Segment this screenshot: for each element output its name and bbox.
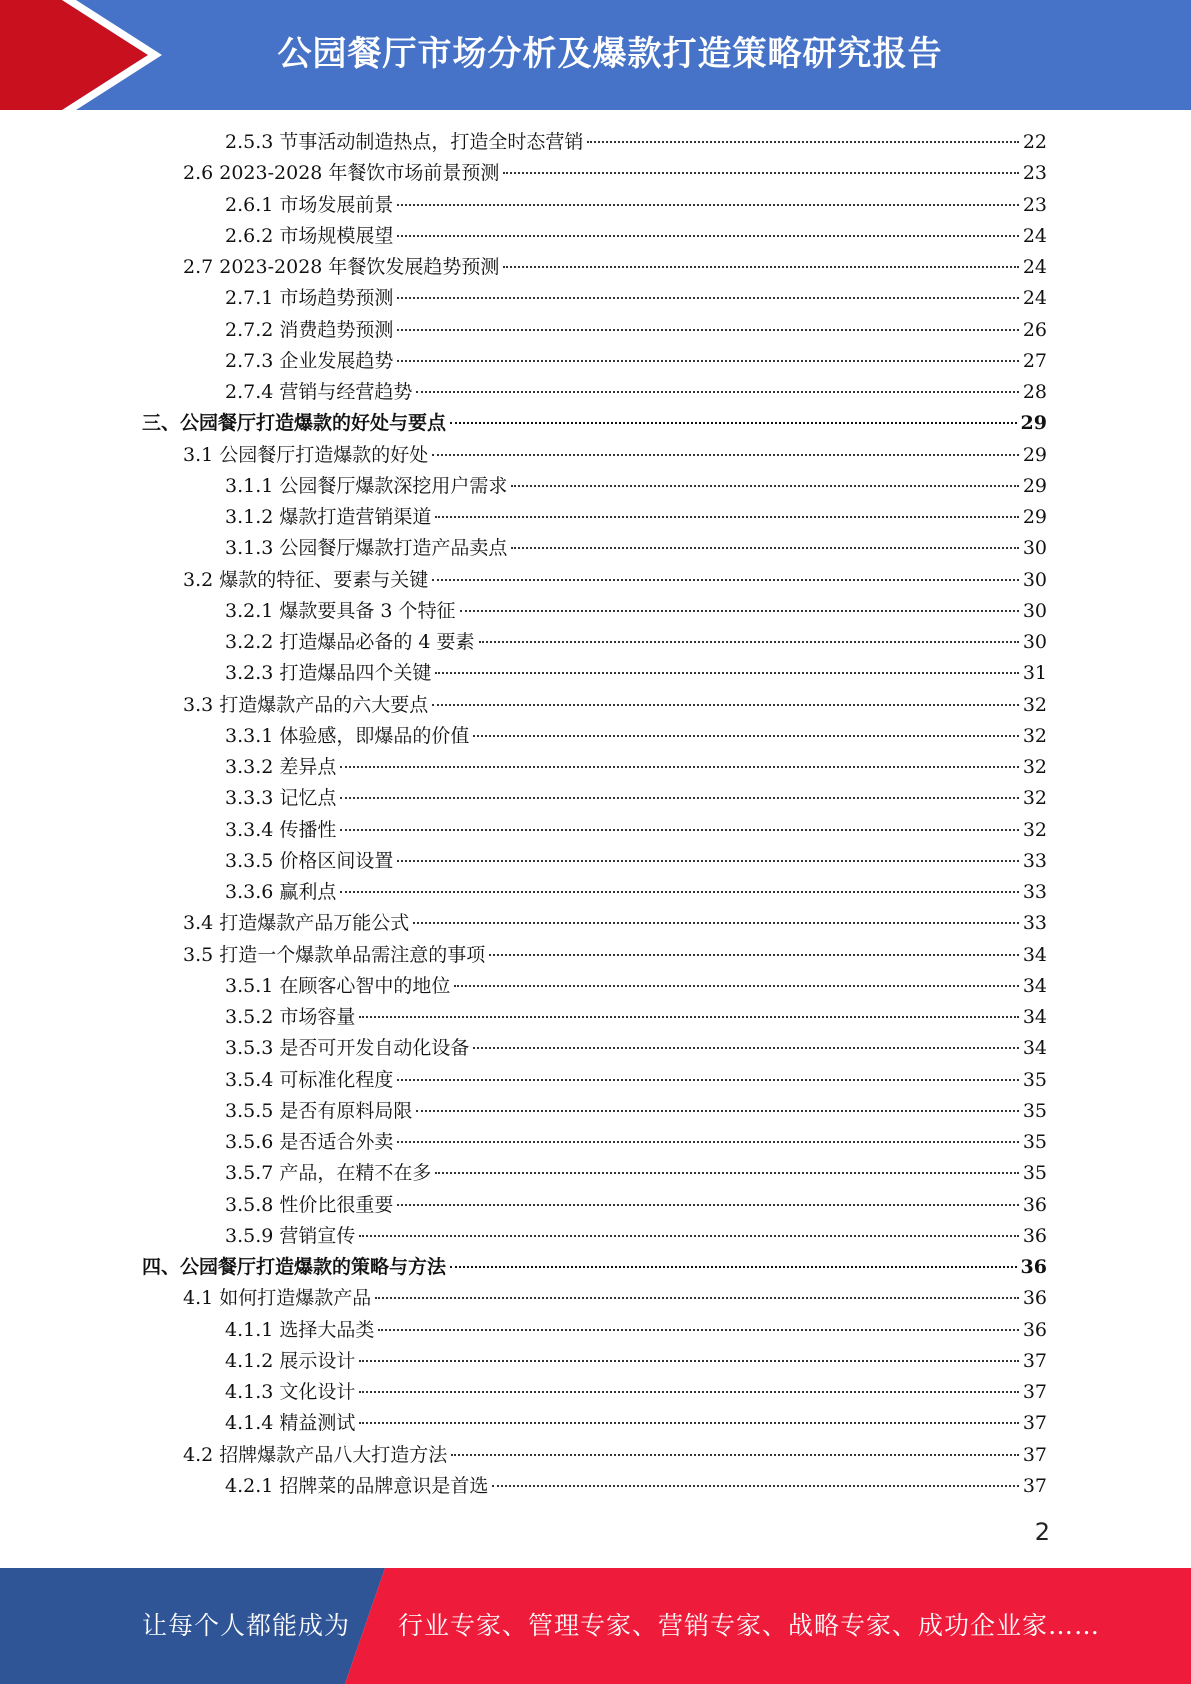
toc-entry[interactable] — [0, 1065, 1047, 1096]
toc-dot-leader — [378, 1329, 1018, 1331]
toc-entry-page: 35 — [1022, 1131, 1047, 1153]
toc-dot-leader — [416, 391, 1018, 393]
toc-dot-leader — [435, 1172, 1018, 1174]
footer-slogan-right: 行业专家、管理专家、营销专家、战略专家、成功企业家…… — [398, 1611, 1101, 1640]
toc-entry-page: 37 — [1022, 1412, 1047, 1435]
toc-entry-page: 34 — [1022, 1037, 1047, 1060]
toc-entry-label: 3.5.4 可标准化程度 — [225, 1068, 394, 1091]
toc-entry-page: 37 — [1022, 1474, 1047, 1497]
toc-entry-label: 4.1 如何打造爆款产品 — [183, 1287, 372, 1310]
toc-dot-leader — [503, 266, 1018, 268]
toc-entry-page: 35 — [1022, 1099, 1047, 1122]
toc-entry[interactable] — [0, 690, 1047, 721]
toc-entry-page: 29 — [1020, 412, 1047, 435]
toc-entry[interactable] — [0, 158, 1047, 189]
toc-entry-page: 29 — [1022, 443, 1047, 466]
toc-dot-leader — [473, 735, 1018, 737]
toc-entry-page: 32 — [1022, 724, 1047, 747]
toc-entry-label: 3.1.2 爆款打造营销渠道 — [225, 506, 432, 528]
toc-entry-page: 35 — [1022, 1162, 1047, 1185]
toc-entry[interactable] — [0, 1096, 1047, 1127]
toc-entry[interactable] — [0, 502, 1047, 533]
toc-entry[interactable] — [0, 1033, 1047, 1064]
toc-entry[interactable] — [0, 471, 1047, 502]
toc-entry-label: 2.7.2 消费趋势预测 — [225, 318, 394, 341]
toc-entry-label: 3.3.3 记忆点 — [225, 787, 337, 810]
toc-entry-page: 34 — [1022, 943, 1047, 966]
toc-entry-label: 3.5.2 市场容量 — [225, 1006, 356, 1028]
toc-dot-leader — [375, 1297, 1019, 1299]
toc-entry[interactable] — [0, 721, 1047, 752]
page-header — [0, 0, 1191, 110]
toc-entry-page: 30 — [1022, 631, 1047, 653]
toc-dot-leader — [451, 1454, 1019, 1456]
toc-entry-label: 三、公园餐厅打造爆款的好处与要点 — [142, 412, 447, 435]
toc-entry[interactable] — [0, 752, 1047, 783]
toc-entry-label: 2.7.4 营销与经营趋势 — [225, 381, 413, 403]
toc-dot-leader — [397, 235, 1018, 237]
toc-entry-label: 3.5.1 在顾客心智中的地位 — [225, 974, 451, 997]
toc-dot-leader — [359, 1391, 1018, 1393]
toc-entry[interactable] — [0, 315, 1047, 346]
toc-entry-label: 3.5 打造一个爆款单品需注意的事项 — [183, 943, 486, 966]
toc-entry-label: 3.2.3 打造爆品四个关键 — [225, 662, 432, 685]
toc-entry-label: 2.5.3 节事活动制造热点，打造全时态营销 — [225, 131, 584, 153]
toc-entry[interactable] — [0, 1252, 1047, 1283]
toc-entry[interactable] — [0, 908, 1047, 939]
toc-entry-page: 28 — [1022, 381, 1047, 403]
toc-dot-leader — [397, 1204, 1018, 1206]
toc-entry-page: 32 — [1022, 756, 1047, 778]
toc-entry-label: 3.5.6 是否适合外卖 — [225, 1131, 394, 1153]
toc-entry-page: 36 — [1022, 1193, 1047, 1216]
toc-dot-leader — [450, 422, 1017, 424]
toc-entry-label: 3.1.3 公园餐厅爆款打造产品卖点 — [225, 537, 508, 560]
toc-entry[interactable] — [0, 1190, 1047, 1221]
toc-dot-leader — [587, 141, 1018, 143]
toc-entry-page: 24 — [1022, 287, 1047, 310]
toc-dot-leader — [479, 641, 1019, 643]
toc-entry-label: 2.7.1 市场趋势预测 — [225, 287, 394, 310]
toc-entry[interactable] — [0, 1315, 1047, 1346]
toc-dot-leader — [416, 1110, 1018, 1112]
toc-entry-label: 3.1.1 公园餐厅爆款深挖用户需求 — [225, 474, 508, 497]
report-title: 公园餐厅市场分析及爆款打造策略研究报告 — [277, 34, 943, 74]
toc-dot-leader — [460, 610, 1019, 612]
toc-dot-leader — [397, 329, 1018, 331]
toc-entry-page: 27 — [1022, 349, 1047, 372]
toc-entry-label: 3.2.2 打造爆品必备的 4 要素 — [225, 631, 475, 653]
toc-entry-page: 30 — [1022, 568, 1047, 591]
toc-dot-leader — [359, 1360, 1018, 1362]
toc-entry-page: 36 — [1020, 1256, 1047, 1278]
toc-entry[interactable] — [0, 127, 1047, 158]
toc-entry[interactable] — [0, 1283, 1047, 1314]
toc-dot-leader — [432, 454, 1019, 456]
toc-dot-leader — [435, 672, 1018, 674]
toc-entry-page: 32 — [1022, 818, 1047, 841]
toc-entry-label: 3.1 公园餐厅打造爆款的好处 — [183, 443, 429, 466]
toc-dot-leader — [492, 1485, 1018, 1487]
toc-entry[interactable] — [0, 1440, 1047, 1471]
toc-entry-page: 24 — [1022, 224, 1047, 247]
toc-entry-page: 34 — [1022, 974, 1047, 997]
toc-entry-page: 36 — [1022, 1318, 1047, 1341]
toc-entry[interactable] — [0, 283, 1047, 314]
toc-dot-leader — [397, 297, 1018, 299]
toc-entry-label: 四、公园餐厅打造爆款的策略与方法 — [142, 1256, 447, 1278]
toc-entry-label: 3.3.6 赢利点 — [225, 881, 337, 903]
toc-entry[interactable] — [0, 1127, 1047, 1158]
toc-entry-page: 32 — [1022, 693, 1047, 716]
toc-entry-label: 2.6.2 市场规模展望 — [225, 224, 394, 247]
toc-dot-leader — [340, 797, 1018, 799]
toc-entry-label: 3.3.1 体验感，即爆品的价值 — [225, 724, 470, 747]
toc-entry-page: 29 — [1022, 474, 1047, 497]
toc-entry-label: 3.4 打造爆款产品万能公式 — [183, 912, 410, 935]
toc-entry[interactable] — [0, 1377, 1047, 1408]
toc-entry[interactable] — [0, 1158, 1047, 1189]
toc-entry-page: 26 — [1022, 318, 1047, 341]
toc-entry-page: 30 — [1022, 599, 1047, 622]
toc-dot-leader — [432, 579, 1019, 581]
toc-entry-label: 2.6.1 市场发展前景 — [225, 193, 394, 216]
toc-entry[interactable] — [0, 565, 1047, 596]
toc-entry-label: 2.7 2023-2028 年餐饮发展趋势预测 — [183, 256, 500, 278]
toc-entry-label: 3.5.8 性价比很重要 — [225, 1193, 394, 1216]
toc-entry-label: 4.1.4 精益测试 — [225, 1412, 356, 1435]
toc-entry-label: 3.3.5 价格区间设置 — [225, 849, 394, 872]
toc-dot-leader — [413, 922, 1019, 924]
toc-entry[interactable] — [0, 1471, 1047, 1502]
toc-entry[interactable] — [0, 346, 1047, 377]
toc-entry[interactable] — [0, 596, 1047, 627]
toc-dot-leader — [397, 1079, 1018, 1081]
toc-dot-leader — [511, 485, 1018, 487]
toc-entry[interactable] — [0, 408, 1047, 439]
toc-dot-leader — [340, 829, 1018, 831]
toc-entry-page: 34 — [1022, 1006, 1047, 1028]
toc-entry[interactable] — [0, 783, 1047, 814]
toc-entry[interactable] — [0, 877, 1047, 908]
toc-entry-page: 33 — [1022, 849, 1047, 872]
toc-entry-label: 2.7.3 企业发展趋势 — [225, 349, 394, 372]
toc-dot-leader — [454, 985, 1018, 987]
toc-dot-leader — [397, 360, 1018, 362]
toc-entry-label: 3.2 爆款的特征、要素与关键 — [183, 568, 429, 591]
toc-entry[interactable] — [0, 221, 1047, 252]
toc-entry-page: 33 — [1022, 881, 1047, 903]
toc-dot-leader — [503, 172, 1018, 174]
toc-entry[interactable] — [0, 658, 1047, 689]
toc-entry-label: 4.2 招牌爆款产品八大打造方法 — [183, 1443, 448, 1466]
toc-entry-page: 24 — [1022, 256, 1047, 278]
toc-entry-label: 4.1.2 展示设计 — [225, 1349, 356, 1372]
toc-entry[interactable] — [0, 1221, 1047, 1252]
toc-entry-page: 23 — [1022, 162, 1047, 185]
toc-entry-page: 33 — [1022, 912, 1047, 935]
toc-dot-leader — [359, 1016, 1018, 1018]
toc-dot-leader — [473, 1047, 1018, 1049]
toc-entry-label: 4.1.1 选择大品类 — [225, 1318, 375, 1341]
toc-entry-page: 30 — [1022, 537, 1047, 560]
toc-entry[interactable] — [0, 1408, 1047, 1439]
toc-entry[interactable] — [0, 971, 1047, 1002]
toc-entry-page: 32 — [1022, 787, 1047, 810]
toc-entry-label: 3.5.3 是否可开发自动化设备 — [225, 1037, 470, 1060]
toc-dot-leader — [450, 1266, 1017, 1268]
toc-entry-page: 36 — [1022, 1287, 1047, 1310]
toc-dot-leader — [511, 547, 1018, 549]
toc-dot-leader — [340, 891, 1018, 893]
toc-entry[interactable] — [0, 846, 1047, 877]
toc-dot-leader — [432, 704, 1019, 706]
page-footer — [0, 1568, 1191, 1684]
toc-dot-leader — [489, 954, 1019, 956]
toc-entry-label: 4.2.1 招牌菜的品牌意识是首选 — [225, 1474, 489, 1497]
toc-entry[interactable] — [0, 533, 1047, 564]
toc-entry-page: 23 — [1022, 193, 1047, 216]
toc-entry-label: 3.3.2 差异点 — [225, 756, 337, 778]
toc-entry[interactable] — [0, 1346, 1047, 1377]
toc-entry-label: 3.5.9 营销宣传 — [225, 1224, 356, 1247]
toc-dot-leader — [359, 1422, 1018, 1424]
page-number: 2 — [1034, 1518, 1050, 1546]
toc-dot-leader — [397, 204, 1018, 206]
toc-entry[interactable] — [0, 252, 1047, 283]
table-of-contents — [0, 127, 1191, 1502]
toc-dot-leader — [397, 860, 1018, 862]
toc-entry-label: 3.5.5 是否有原料局限 — [225, 1099, 413, 1122]
toc-entry-label: 3.5.7 产品，在精不在多 — [225, 1162, 432, 1185]
toc-dot-leader — [435, 516, 1018, 518]
toc-entry-page: 37 — [1022, 1381, 1047, 1403]
toc-entry-page: 22 — [1022, 131, 1047, 153]
toc-dot-leader — [397, 1141, 1018, 1143]
toc-entry[interactable] — [0, 627, 1047, 658]
toc-entry-label: 4.1.3 文化设计 — [225, 1381, 356, 1403]
toc-entry[interactable] — [0, 1002, 1047, 1033]
toc-entry-page: 29 — [1022, 506, 1047, 528]
toc-entry-label: 3.3 打造爆款产品的六大要点 — [183, 693, 429, 716]
toc-entry-page: 37 — [1022, 1349, 1047, 1372]
toc-entry-page: 31 — [1022, 662, 1047, 685]
footer-slogan-left: 让每个人都能成为 — [142, 1611, 351, 1640]
toc-entry-page: 37 — [1022, 1443, 1047, 1466]
toc-dot-leader — [340, 766, 1018, 768]
toc-entry-page: 36 — [1022, 1224, 1047, 1247]
toc-entry[interactable] — [0, 440, 1047, 471]
toc-entry[interactable] — [0, 190, 1047, 221]
toc-entry[interactable] — [0, 377, 1047, 408]
toc-entry-label: 2.6 2023-2028 年餐饮市场前景预测 — [183, 162, 500, 185]
toc-entry-label: 3.3.4 传播性 — [225, 818, 337, 841]
toc-entry-page: 35 — [1022, 1068, 1047, 1091]
toc-dot-leader — [359, 1235, 1018, 1237]
toc-entry-label: 3.2.1 爆款要具备 3 个特征 — [225, 599, 456, 622]
toc-entry[interactable] — [0, 940, 1047, 971]
toc-entry[interactable] — [0, 815, 1047, 846]
